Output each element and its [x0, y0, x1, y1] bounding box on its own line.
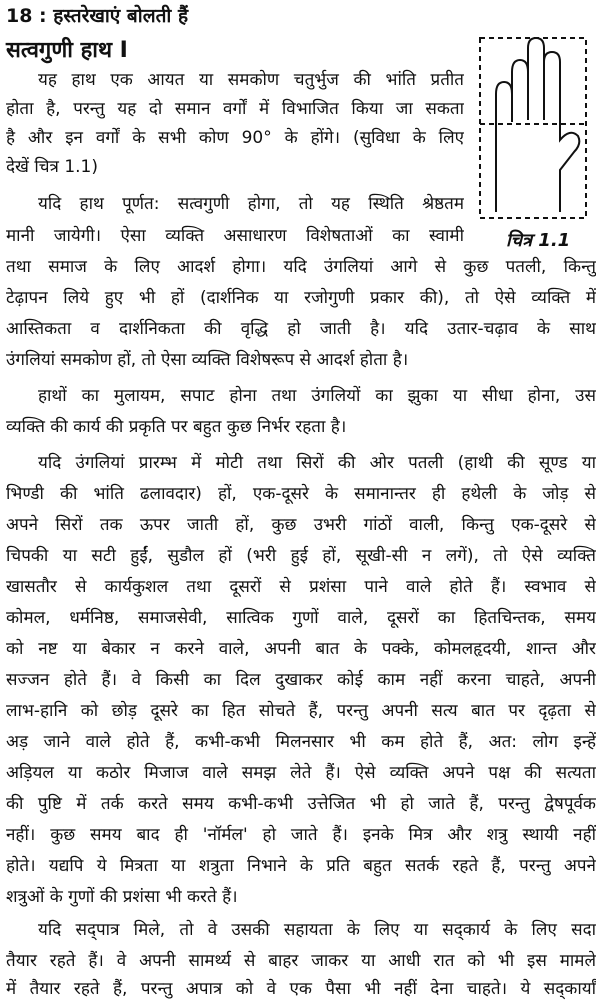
text-line: देखें चित्र 1.1)	[6, 157, 98, 177]
text-line: है और इन वर्गों के सभी कोण 90° के होंगे। (सुविधा के लिए	[6, 128, 464, 148]
text-line: होते। यद्यपि ये मित्रता या शत्रुता निभाने के प्रति बहुत सतर्क रहते हैं, परन्तु अपने	[6, 856, 596, 876]
text-line: उंगलियां समकोण हों, तो ऐसा व्यक्ति विशेषरूप से आदर्श होता है।	[6, 350, 409, 370]
text-line: तथा समाज के लिए आदर्श होगा। यदि उंगलियां आगे से कुछ पतली, किन्तु	[6, 257, 596, 277]
text-line: मानी जायेगी। ऐसा व्यक्ति असाधारण विशेषताओं का स्वामी	[6, 226, 464, 246]
text-line: खासतौर से कार्यकुशल तथा दूसरों से प्रशंसा पाने वाले होते हैं। स्वभाव से	[6, 577, 596, 597]
text-line: यदि सद्पात्र मिले, तो वे उसकी सहायता के लिए या सद्कार्य के लिए सदा	[38, 920, 596, 940]
text-line: भिण्डी की भांति ढलावदार) हों, एक-दूसरे के समानान्तर ही हथेली के जोड़ से	[6, 484, 596, 504]
text-line: यह हाथ एक आयत या समकोण चतुर्भुज की भांति प्रतीत	[38, 70, 464, 90]
text-line: को नष्ट या बेकार न करने वाले, अपनी बात के पक्के, कोमलहृदयी, शान्त और	[6, 639, 596, 659]
text-line: आस्तिकता व दार्शनिकता की वृद्धि हो जाती है। यदि उतार-चढ़ाव के साथ	[6, 319, 596, 339]
text-line: तैयार रहते हैं। वे अपनी सामर्थ्य से बाहर जाकर या आधी रात को भी इस मामले	[6, 951, 596, 971]
text-line: शत्रुओं के गुणों की प्रशंसा भी करते हैं।	[6, 887, 238, 907]
text-line: हाथों का मुलायम, सपाट होना तथा उंगलियों का झुका या सीधा होना, उस	[38, 386, 596, 406]
text-line: की पुष्टि में तर्क करते समय कभी-कभी उत्तेजित भी हो जाते हैं, परन्तु द्वेषपूर्वक	[6, 794, 596, 814]
text-line: व्यक्ति की कार्य की प्रकृति पर बहुत कुछ निर्भर रहता है।	[6, 417, 347, 437]
text-line: में तैयार रहते हैं, परन्तु अपात्र को वे एक पैसा भी नहीं देना चाहते। ये सद्कार्यां	[6, 979, 596, 999]
text-line: नहीं। कुछ समय बाद ही 'नॉर्मल' हो जाते हैं। इनके मित्र और शत्रु स्थायी नहीं	[6, 825, 596, 845]
page-header: 18 : हस्तरेखाएं बोलती हैं	[6, 5, 189, 27]
text-line: सज्जन होते हैं। वे किसी का दिल दुखाकर कोई काम नहीं करना चाहते, अपनी	[6, 670, 596, 690]
figure-hand-diagram	[470, 32, 595, 257]
text-line: अपने सिरों तक ऊपर जाती हों, कुछ उभरी गांठों वाली, किन्तु एक-दूसरे से	[6, 515, 596, 535]
section-title: सत्वगुणी हाथ I	[6, 38, 128, 63]
hand-outline-diagram-icon	[474, 32, 594, 227]
figure-caption: चित्र 1.1	[506, 230, 571, 251]
text-line: अड़ियल या कठोर मिजाज वाले समझ लेते हैं। ऐसे व्यक्ति अपने पक्ष की सत्यता	[6, 763, 596, 783]
text-line: यदि उंगलियां प्रारम्भ में मोटी तथा सिरों की ओर पतली (हाथी की सूण्ड या	[38, 453, 596, 473]
text-line: टेढ़ापन लिये हुए भी हों (दार्शनिक या रजोगुणी प्रकार की), तो ऐसे व्यक्ति में	[6, 288, 596, 308]
text-line: चिपकी या सटी हुईं, सुडौल हों (भरी हुई हों, सूखी-सी न लगें), तो ऐसे व्यक्ति	[6, 546, 596, 566]
text-line: होता है, परन्तु यह दो समान वर्गों में विभाजित किया जा सकता	[6, 99, 464, 119]
text-line: लाभ-हानि को छोड़ दूसरे का हित सोचते हैं, परन्तु अपनी सत्य बात पर दृढ़ता से	[6, 701, 596, 721]
text-line: यदि हाथ पूर्णत: सत्वगुणी होगा, तो यह स्थिति श्रेष्ठतम	[38, 194, 464, 214]
text-line: अड़ जाने वाले होते हैं, कभी-कभी मिलनसार भी कम होते हैं, अत: लोग इन्हें	[6, 732, 596, 752]
text-line: कोमल, धर्मनिष्ठ, समाजसेवी, सात्विक गुणों वाले, दूसरों का हितचिन्तक, समय	[6, 608, 596, 628]
